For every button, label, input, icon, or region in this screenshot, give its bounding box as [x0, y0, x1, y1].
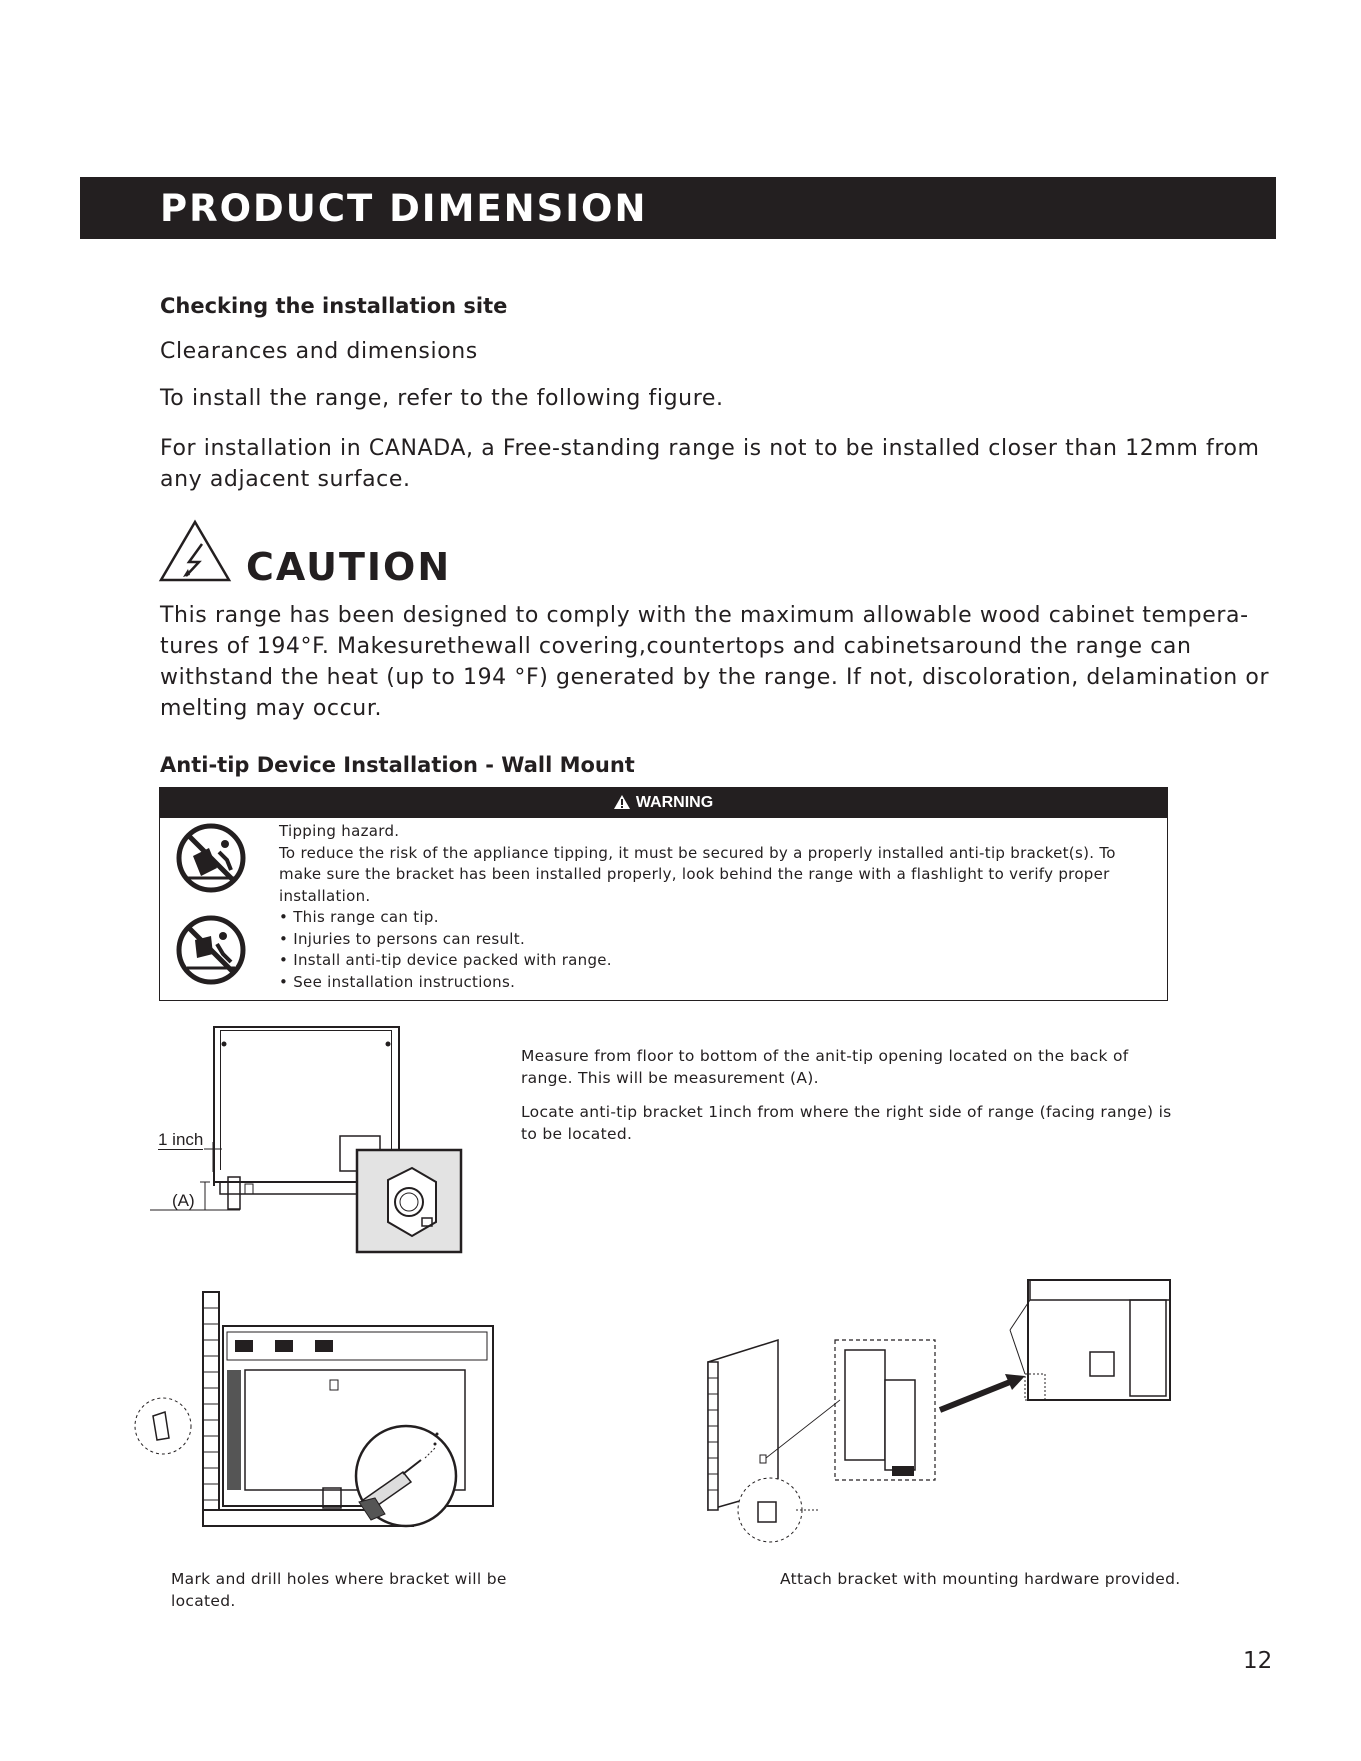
- page-number: 12: [1243, 1648, 1273, 1674]
- caption-line: Mark and drill holes where bracket will be: [171, 1570, 507, 1588]
- caution-line-3: withstand the heat (up to 194 °F) generated by the range. If not, discoloration, delamination or: [160, 665, 1270, 690]
- antitip-heading: Anti-tip Device Installation - Wall Mount: [160, 753, 635, 777]
- caption-left: [171, 1568, 531, 1612]
- header-banner: [80, 177, 1276, 239]
- caption-line: located.: [171, 1592, 236, 1610]
- warning-text: [279, 821, 1149, 993]
- warning-line: Tipping hazard.: [279, 822, 400, 840]
- site-line-2: To install the range, refer to the following figure.: [160, 386, 724, 411]
- warning-bar: [160, 788, 1167, 818]
- warning-line: installation.: [279, 886, 371, 905]
- caution-line-4: melting may occur.: [160, 696, 383, 721]
- tip-hazard-child-icon: [175, 914, 247, 986]
- measure-paragraph-2: [521, 1101, 1181, 1145]
- site-line-1: Clearances and dimensions: [160, 339, 478, 364]
- warning-line: • This range can tip.: [279, 908, 439, 926]
- site-line-3: For installation in CANADA, a Free-standing range is not to be installed closer than 12mm from: [160, 436, 1260, 461]
- label-1-inch: 1 inch: [158, 1130, 204, 1149]
- warning-line: • Injuries to persons can result.: [279, 929, 526, 948]
- measure-paragraph-1: [521, 1045, 1161, 1089]
- caption-right: Attach bracket with mounting hardware provided.: [780, 1570, 1181, 1588]
- measure-line: Locate anti-tip bracket 1inch from where the right side of range (facing range) is: [521, 1103, 1172, 1121]
- site-heading: Checking the installation site: [160, 294, 508, 318]
- warning-line: make sure the bracket has been installed properly, look behind the range with a flashlight to verify proper: [279, 865, 1110, 883]
- caution-line-2: tures of 194°F. Makesurethewall covering,countertops and cabinetsaround the range can: [160, 634, 1192, 659]
- tip-hazard-icon: [175, 822, 247, 894]
- warning-line: To reduce the risk of the appliance tipping, it must be secured by a properly installed anti-tip bracket(s). To: [279, 843, 1116, 862]
- drill-figure: [135, 1288, 475, 1538]
- site-line-4: any adjacent surface.: [160, 467, 411, 492]
- measure-line: Measure from floor to bottom of the anit-tip opening located on the back of: [521, 1047, 1129, 1065]
- measure-line: range. This will be measurement (A).: [521, 1069, 819, 1087]
- measure-line: to be located.: [521, 1125, 633, 1143]
- label-a: (A): [172, 1191, 195, 1210]
- warning-triangle-icon: [614, 795, 630, 809]
- warning-box: [159, 787, 1168, 1001]
- attach-bracket-figure: [700, 1270, 1180, 1550]
- warning-line: • See installation instructions.: [279, 972, 516, 991]
- tape-measure-icon: [388, 1168, 436, 1236]
- caution-shock-icon: [159, 519, 231, 583]
- warning-line: • Install anti-tip device packed with range.: [279, 951, 612, 969]
- caution-title: CAUTION: [246, 545, 452, 589]
- page-title: PRODUCT DIMENSION: [160, 187, 648, 230]
- caution-line-1: This range has been designed to comply with the maximum allowable wood cabinet tempera-: [160, 603, 1249, 628]
- warning-label: WARNING: [635, 794, 714, 811]
